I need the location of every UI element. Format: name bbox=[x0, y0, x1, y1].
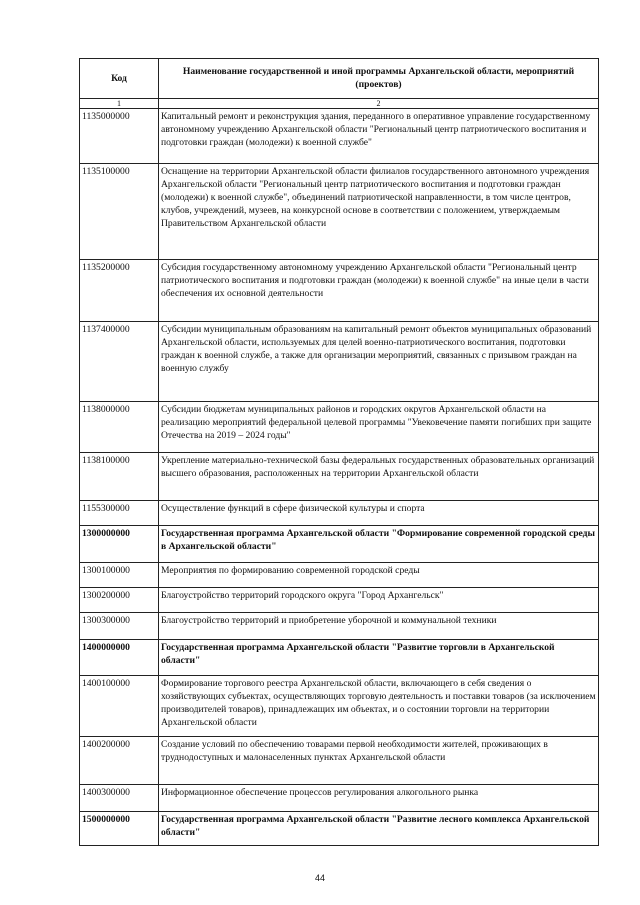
column-number-name: 2 bbox=[159, 99, 599, 109]
table-row bbox=[80, 164, 599, 260]
table-row bbox=[80, 260, 599, 322]
row-code: 1400100000 bbox=[80, 676, 159, 737]
row-code: 1137400000 bbox=[80, 322, 159, 402]
row-code: 1400000000 bbox=[80, 640, 159, 676]
table-row bbox=[80, 588, 599, 613]
table-row bbox=[80, 501, 599, 526]
row-name: Благоустройство территорий и приобретение уборочной и коммунальной техники bbox=[159, 613, 599, 640]
table-row bbox=[80, 453, 599, 501]
row-name: Создание условий по обеспечению товарами первой необходимости жителей, проживающих в труднодоступных и малонаселенных пунктах Архангельской области bbox=[159, 737, 599, 785]
row-name: Благоустройство территорий городского округа "Город Архангельск" bbox=[159, 588, 599, 613]
table-row bbox=[80, 402, 599, 453]
row-code: 1400200000 bbox=[80, 737, 159, 785]
row-name: Капитальный ремонт и реконструкция здания, переданного в оперативное управление государственному автономному учреждению Архангельской области "Региональный центр патриотического воспитания и подготовки граждан (молодежи) к военной службе" bbox=[159, 109, 599, 164]
table-row bbox=[80, 563, 599, 588]
row-code: 1155300000 bbox=[80, 501, 159, 526]
table-row bbox=[80, 676, 599, 737]
row-code: 1300300000 bbox=[80, 613, 159, 640]
program-table bbox=[79, 58, 599, 846]
row-name: Государственная программа Архангельской области "Развитие торговли в Архангельской области" bbox=[159, 640, 599, 676]
row-code: 1400300000 bbox=[80, 785, 159, 812]
column-number-code: 1 bbox=[80, 99, 159, 109]
row-code: 1300100000 bbox=[80, 563, 159, 588]
table-row bbox=[80, 526, 599, 563]
table-row bbox=[80, 613, 599, 640]
table-row bbox=[80, 640, 599, 676]
row-name: Государственная программа Архангельской области "Формирование современной городской среды в Архангельской области" bbox=[159, 526, 599, 563]
table-row bbox=[80, 785, 599, 812]
row-name: Формирование торгового реестра Архангельской области, включающего в себя сведения о хозяйствующих субъектах, осуществляющих торговую деятельность и поставки товаров (за исключением производителей товаров), принадлежащих им объектах, и о состоянии торговли на территории Архангельской области bbox=[159, 676, 599, 737]
table-row bbox=[80, 737, 599, 785]
row-code: 1300200000 bbox=[80, 588, 159, 613]
row-code: 1135100000 bbox=[80, 164, 159, 260]
row-code: 1500000000 bbox=[80, 812, 159, 846]
table-row bbox=[80, 109, 599, 164]
table-row bbox=[80, 322, 599, 402]
row-name: Субсидия государственному автономному учреждению Архангельской области "Региональный центр патриотического воспитания и подготовки граждан (молодежи) к военной службе" на иные цели в части обеспечения их основной деятельности bbox=[159, 260, 599, 322]
row-name: Осуществление функций в сфере физической культуры и спорта bbox=[159, 501, 599, 526]
row-name: Субсидии бюджетам муниципальных районов и городских округов Архангельской области на реализацию мероприятий федеральной целевой программы "Увековечение памяти погибших при защите Отечества на 2019 – 2024 годы" bbox=[159, 402, 599, 453]
header-code: Код bbox=[80, 59, 159, 99]
row-name: Информационное обеспечение процессов регулирования алкогольного рынка bbox=[159, 785, 599, 812]
row-name: Субсидии муниципальным образованиям на капитальный ремонт объектов муниципальных образований Архангельской области, используемых для целей военно-патриотического воспитания, подготовки граждан к военной службе, а также для организации мероприятий, связанных с призывом граждан на военную службу bbox=[159, 322, 599, 402]
table-row bbox=[80, 812, 599, 846]
column-number-row bbox=[80, 99, 599, 109]
page-number: 44 bbox=[314, 873, 325, 883]
row-code: 1135200000 bbox=[80, 260, 159, 322]
row-name: Государственная программа Архангельской области "Развитие лесного комплекса Архангельской области" bbox=[159, 812, 599, 846]
row-name: Мероприятия по формированию современной городской среды bbox=[159, 563, 599, 588]
row-code: 1300000000 bbox=[80, 526, 159, 563]
document-page bbox=[79, 58, 599, 846]
row-code: 1138100000 bbox=[80, 453, 159, 501]
table-header-row bbox=[80, 59, 599, 99]
row-name: Укрепление материально-технической базы федеральных государственных образовательных организаций высшего образования, расположенных на территории Архангельской области bbox=[159, 453, 599, 501]
row-name: Оснащение на территории Архангельской области филиалов государственного автономного учреждения Архангельской области "Региональный центр патриотического воспитания и подготовки граждан (молодежи) к военной службе", объединений патриотической направленности, в том числе центров, клубов, учреждений, музеев, на конкурсной основе в соответствии с положением, утверждаемым Правительством Архангельской области bbox=[159, 164, 599, 260]
row-code: 1138000000 bbox=[80, 402, 159, 453]
header-name: Наименование государственной и иной программы Архангельской области, мероприятий (проектов) bbox=[159, 59, 599, 99]
row-code: 1135000000 bbox=[80, 109, 159, 164]
